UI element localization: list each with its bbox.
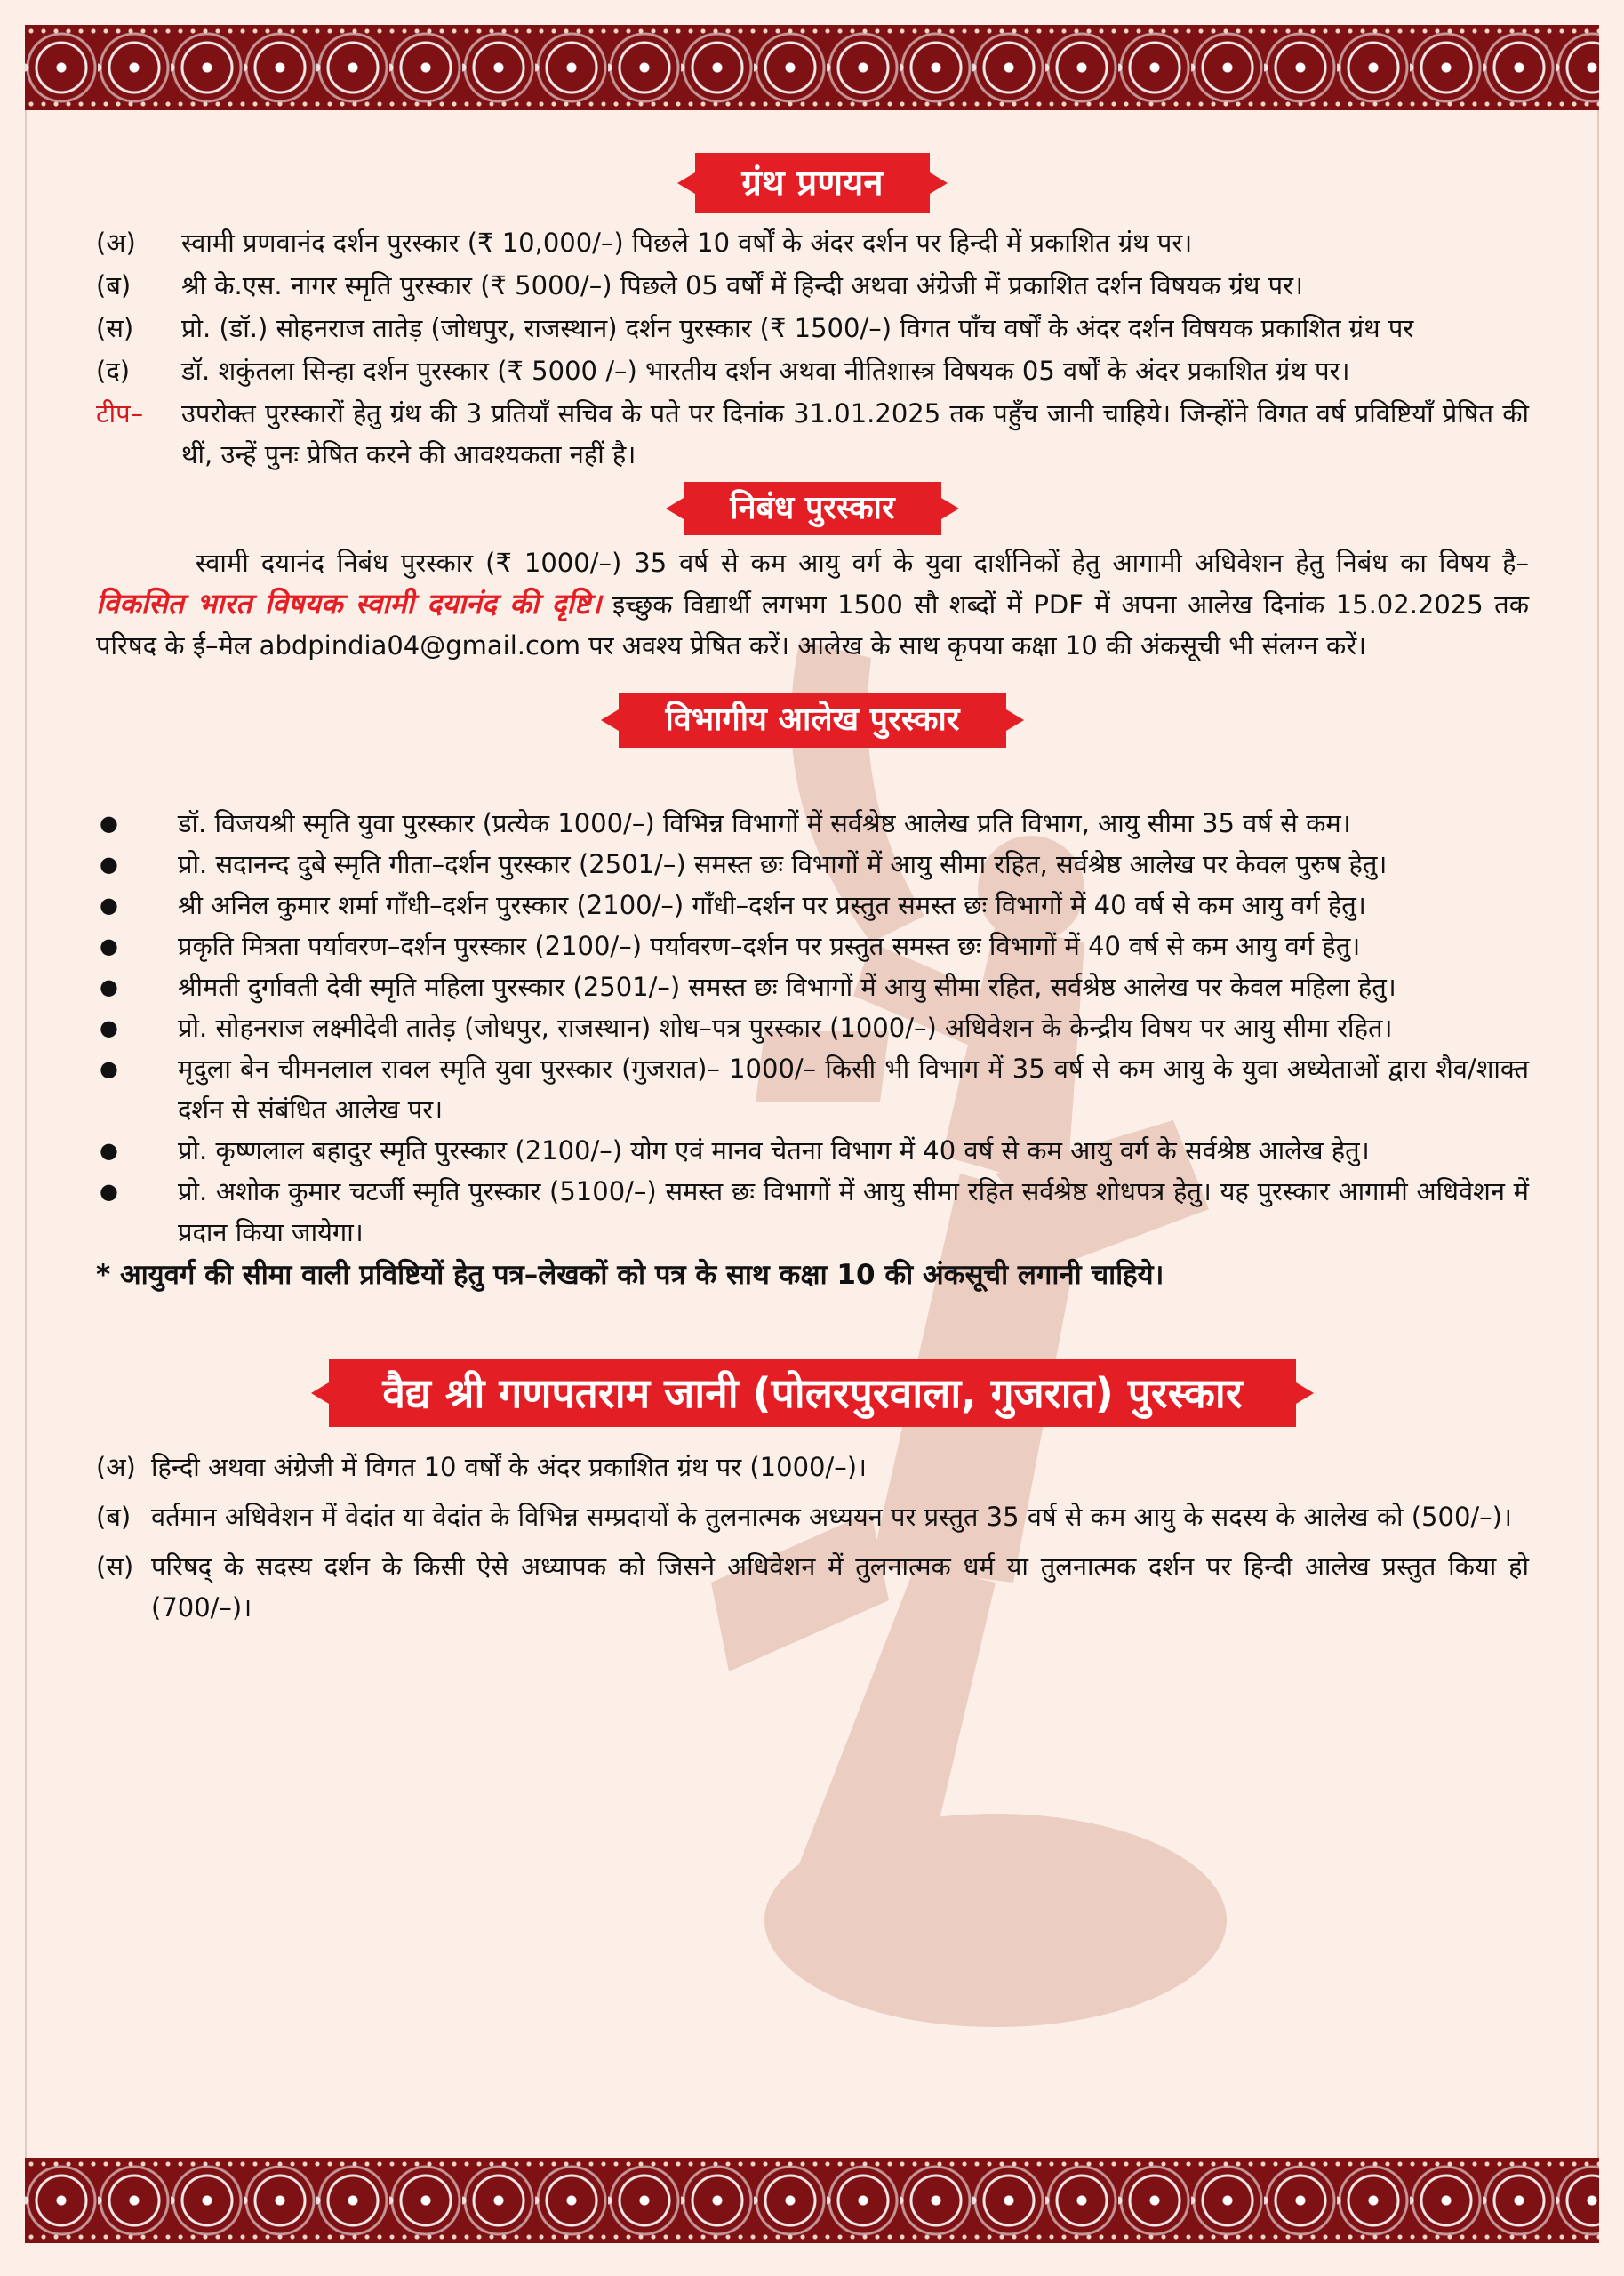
- bullet-icon: ●: [100, 1015, 118, 1040]
- nibandh-text-before: स्वामी दयानंद निबंध पुरस्कार (₹ 1000/–) 35 वर्ष से कम आयु वर्ग के युवा दार्शनिकों हेतु आगामी अधिवेशन हेतु निबंध का विषय है–: [196, 548, 1529, 578]
- list-item: [96, 1007, 1529, 1048]
- top-decorative-border: [25, 25, 1599, 110]
- item-label: (द): [96, 356, 131, 386]
- left-frame-line: [25, 110, 27, 2158]
- note-label: टीप–: [96, 398, 144, 429]
- item-text: डॉ. शकुंतला सिन्हा दर्शन पुरस्कार (₹ 5000 /–) भारतीय दर्शन अथवा नीतिशास्त्र विषयक 05 वर्षों के अंदर प्रकाशित ग्रंथ पर।: [181, 356, 1350, 386]
- list-item-text: डॉ. विजयश्री स्मृति युवा पुरस्कार (प्रत्येक 1000/–) विभिन्न विभागों में सर्वश्रेष्ठ आलेख प्रति विभाग, आयु सीमा 35 वर्ष से कम।: [178, 808, 1351, 838]
- list-item-text: प्रकृति मित्रता पर्यावरण–दर्शन पुरस्कार (2100/–) पर्यावरण–दर्शन पर प्रस्तुत समस्त छः विभागों में 40 वर्ष से कम आयु वर्ग हेतु।: [178, 931, 1361, 961]
- right-frame-line: [1597, 110, 1599, 2158]
- nibandh-banner-title: निबंध पुरस्कार: [684, 482, 940, 535]
- nibandh-text-after: इच्छुक विद्यार्थी लगभग 1500 सौ शब्दों में PDF में अपना आलेख दिनांक 15.02.2025 तक परिषद के ई–मेल abdpindia04@gmail.com पर अवश्य प्रेषित करें। आलेख के साथ कृपया कक्षा 10 की अंकसूची भी संलग्न करें।: [96, 589, 1529, 661]
- list-item-text: मृदुला बेन चीमनलाल रावल स्मृति युवा पुरस्कार (गुजरात)– 1000/– किसी भी विभाग में 35 वर्ष से कम आयु के युवा अध्येताओं द्वारा शैव/शाक्त दर्शन से संबंधित आलेख पर।: [178, 1054, 1529, 1125]
- list-item: [96, 885, 1529, 926]
- item-label: (स): [96, 1551, 134, 1582]
- item-text: परिषद् के सदस्य दर्शन के किसी ऐसे अध्यापक को जिसने अधिवेशन में तुलनात्मक धर्म या तुलनात्मक दर्शन पर हिन्दी आलेख प्रस्तुत किया हो (700/–)।: [151, 1551, 1529, 1623]
- item-label: (अ): [96, 228, 136, 258]
- list-item: [96, 966, 1529, 1007]
- nibandh-topic: विकसित भारत विषयक स्वामी दयानंद की दृष्टि।: [96, 587, 602, 621]
- item-text: प्रो. (डॉ.) सोहनराज तातेड़ (जोधपुर, राजस्थान) दर्शन पुरस्कार (₹ 1500/–) विगत पाँच वर्षों के अंदर दर्शन विषयक प्रकाशित ग्रंथ पर: [181, 313, 1414, 343]
- bullet-icon: ●: [100, 1056, 118, 1081]
- bullet-icon: ●: [100, 1138, 118, 1163]
- vibhagiya-award-list: [96, 803, 1529, 1253]
- granth-item: [96, 308, 1529, 349]
- bullet-icon: ●: [100, 1179, 118, 1204]
- item-label: (ब): [96, 1502, 132, 1532]
- granth-section-header: [96, 142, 1529, 222]
- vibhagiya-section-header: [96, 666, 1529, 803]
- list-item-text: श्री अनिल कुमार शर्मा गाँधी–दर्शन पुरस्कार (2100/–) गाँधी–दर्शन पर प्रस्तुत समस्त छः विभागों में 40 वर्ष से कम आयु वर्ग हेतु।: [178, 890, 1366, 920]
- vaidya-section-header: [96, 1295, 1529, 1447]
- item-label: (स): [96, 313, 134, 343]
- list-item: [96, 1048, 1529, 1130]
- item-text: हिन्दी अथवा अंग्रेजी में विगत 10 वर्षों के अंदर प्रकाशित ग्रंथ पर (1000/–)।: [151, 1452, 868, 1482]
- note-text: उपरोक्त पुरस्कारों हेतु ग्रंथ की 3 प्रतियाँ सचिव के पते पर दिनांक 31.01.2025 तक पहुँच जानी चाहिये। जिन्होंने विगत वर्ष प्रविष्टियाँ प्रेषित की थीं, उन्हें पुनः प्रेषित करने की आवश्यकता नहीं है।: [181, 398, 1529, 469]
- granth-banner-title: ग्रंथ प्रणयन: [695, 153, 929, 213]
- item-text: श्री के.एस. नागर स्मृति पुरस्कार (₹ 5000/–) पिछले 05 वर्षों में हिन्दी अथवा अंग्रेजी में प्रकाशित दर्शन विषयक ग्रंथ पर।: [181, 270, 1303, 301]
- vaidya-item: [96, 1447, 1529, 1487]
- bottom-decorative-border: [25, 2158, 1599, 2243]
- list-item-text: श्रीमती दुर्गावती देवी स्मृति महिला पुरस्कार (2501/–) समस्त छः विभागों में आयु सीमा रहित, सर्वश्रेष्ठ आलेख पर केवल महिला हेतु।: [178, 972, 1396, 1002]
- bullet-icon: ●: [100, 852, 118, 877]
- granth-item: [96, 222, 1529, 263]
- main-content: [96, 142, 1529, 1637]
- age-limit-note: * आयुवर्ग की सीमा वाली प्रविष्टियों हेतु पत्र–लेखकों को पत्र के साथ कक्षा 10 की अंकसूची लगानी चाहिये।: [96, 1259, 1164, 1291]
- bullet-icon: ●: [100, 811, 118, 836]
- list-item: [96, 803, 1529, 844]
- list-item: [96, 1171, 1529, 1253]
- item-label: (अ): [96, 1452, 136, 1482]
- list-item: [96, 1130, 1529, 1171]
- list-item-text: प्रो. अशोक कुमार चटर्जी स्मृति पुरस्कार (5100/–) समस्त छः विभागों में आयु सीमा रहित सर्वश्रेष्ठ शोधपत्र हेतु। यह पुरस्कार आगामी अधिवेशन में प्रदान किया जायेगा।: [178, 1176, 1529, 1247]
- bullet-icon: ●: [100, 893, 118, 918]
- vaidya-banner-title: वैद्य श्री गणपतराम जानी (पोलरपुरवाला, गुजरात) पुरस्कार: [329, 1359, 1295, 1427]
- granth-item: [96, 350, 1529, 391]
- granth-item: [96, 265, 1529, 306]
- nibandh-section-header: [96, 477, 1529, 542]
- list-item: [96, 926, 1529, 966]
- list-item: [96, 844, 1529, 885]
- vaidya-item: [96, 1546, 1529, 1628]
- list-item-text: प्रो. सोहनराज लक्ष्मीदेवी तातेड़ (जोधपुर, राजस्थान) शोध–पत्र पुरस्कार (1000/–) अधिवेशन के केन्द्रीय विषय पर आयु सीमा रहित।: [178, 1013, 1393, 1043]
- item-text: वर्तमान अधिवेशन में वेदांत या वेदांत के विभिन्न सम्प्रदायों के तुलनात्मक अध्ययन पर प्रस्तुत 35 वर्ष से कम आयु के सदस्य के आलेख को (500/–)।: [151, 1502, 1512, 1532]
- list-item-text: प्रो. सदानन्द दुबे स्मृति गीता–दर्शन पुरस्कार (2501/–) समस्त छः विभागों में आयु सीमा रहित, सर्वश्रेष्ठ आलेख पर केवल पुरुष हेतु।: [178, 849, 1388, 879]
- bullet-icon: ●: [100, 974, 118, 999]
- vaidya-item: [96, 1496, 1529, 1537]
- list-item-text: प्रो. कृष्णलाल बहादुर स्मृति पुरस्कार (2100/–) योग एवं मानव चेतना विभाग में 40 वर्ष से कम आयु वर्ग के सर्वश्रेष्ठ आलेख हेतु।: [178, 1135, 1370, 1166]
- item-text: स्वामी प्रणवानंद दर्शन पुरस्कार (₹ 10,000/–) पिछले 10 वर्षों के अंदर दर्शन पर हिन्दी में प्रकाशित ग्रंथ पर।: [181, 228, 1193, 258]
- nibandh-paragraph: [96, 542, 1529, 666]
- vaidya-items: [96, 1447, 1529, 1628]
- granth-note: [96, 393, 1529, 475]
- bullet-icon: ●: [100, 934, 118, 958]
- item-label: (ब): [96, 270, 132, 301]
- vibhagiya-banner-title: विभागीय आलेख पुरस्कार: [619, 693, 1005, 748]
